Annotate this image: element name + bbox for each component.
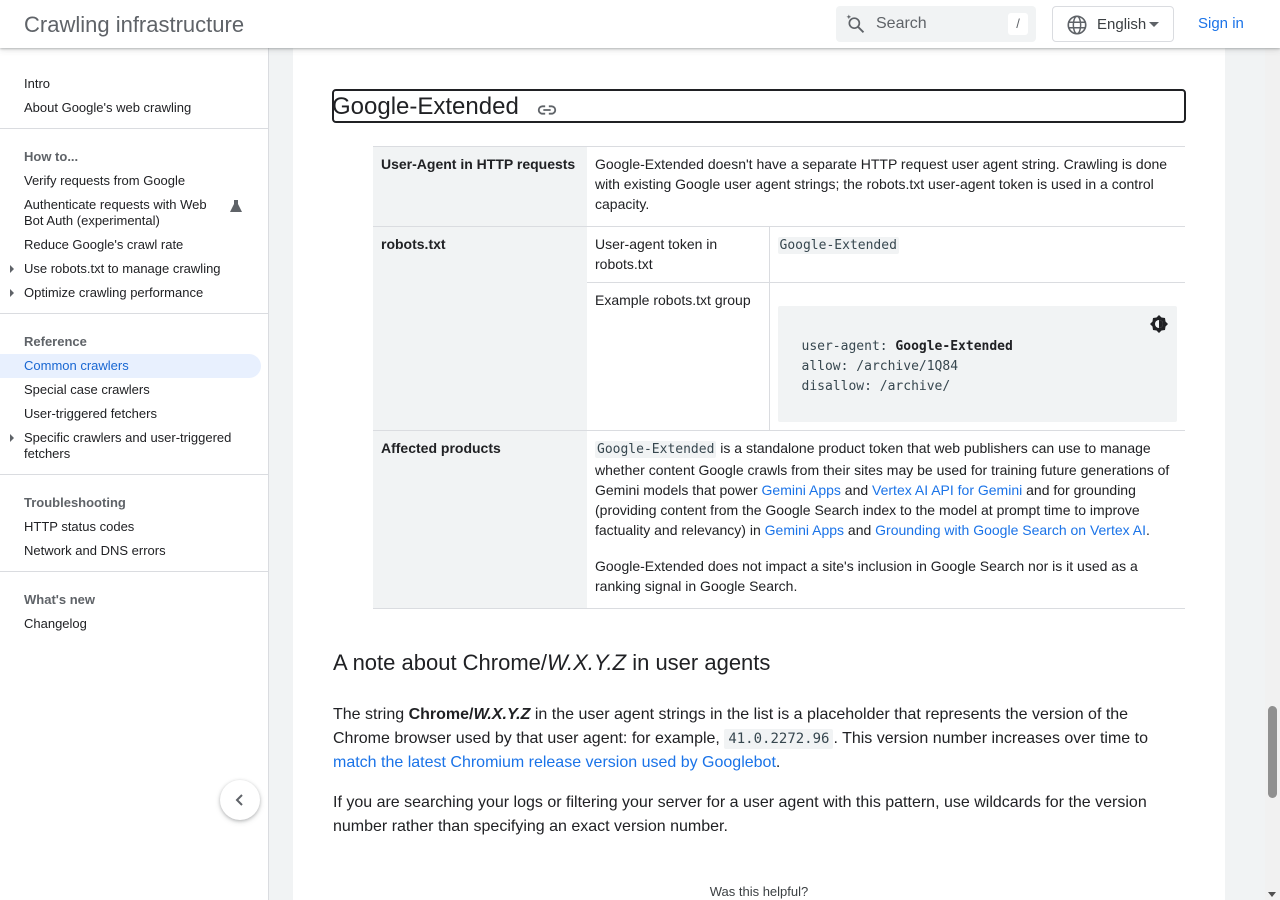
nav-section-whats-new (0, 572, 268, 644)
nav-item-label: Use robots.txt to manage crawling (24, 261, 221, 276)
language-label: English (1097, 16, 1147, 33)
page-scrollbar[interactable] (1265, 48, 1280, 900)
text: and (840, 482, 873, 498)
note-heading (333, 648, 770, 678)
nav-item-web-bot-auth[interactable] (0, 193, 261, 233)
wildcard-paragraph: If you are searching your logs or filtering your server for a user agent with this pattern, use wildcards for the version number rather than specifying an exact version number. (333, 794, 1147, 835)
link-vertex-ai-api[interactable]: Vertex AI API for Gemini (872, 482, 1023, 498)
text: The string (333, 706, 409, 723)
code-line: allow: /archive/1Q84 (801, 359, 959, 374)
affected-paragraph (595, 438, 1177, 540)
nav-item-user-triggered-fetchers[interactable]: User-triggered fetchers (24, 406, 157, 421)
expand-arrow-icon[interactable] (10, 265, 14, 273)
section-heading: Google-Extended (332, 93, 519, 120)
link-gemini-apps[interactable]: Gemini Apps (761, 482, 841, 498)
nav-heading-howto: How to... (24, 149, 79, 164)
link-chromium-release[interactable]: match the latest Chromium release version used by Googlebot (333, 754, 776, 771)
text: . (775, 754, 781, 771)
top-header (0, 0, 1280, 48)
nav-item-robots-txt[interactable] (0, 257, 261, 281)
table-row (373, 147, 1185, 227)
table-row (587, 283, 1185, 431)
left-nav (0, 48, 269, 900)
version-code: 41.0.2272.96 (724, 729, 833, 749)
nav-heading-reference: Reference (24, 334, 87, 349)
language-selector[interactable] (1052, 6, 1174, 42)
table-row (373, 227, 1185, 431)
text: A note about Chrome/ (333, 650, 548, 675)
row-value-user-agent: Google-Extended doesn't have a separate HTTP request user agent string. Crawling is done with existing Google user agent strings; the robots.txt user-agent token is used in a control capacity. (587, 147, 1185, 227)
affected-paragraph-2: Google-Extended does not impact a site's inclusion in Google Search nor is it used as a ranking signal in Google Search. (595, 558, 1138, 594)
search-spark-icon (846, 14, 866, 34)
nav-item-changelog[interactable]: Changelog (24, 616, 87, 631)
nav-item-optimize-crawling[interactable] (0, 281, 261, 305)
text: . (1146, 522, 1150, 538)
robots-nested-table (587, 227, 1185, 430)
text: and for grounding (providing content from the Google Search index to the model at prompt time to improve factuality and relevancy) in (595, 482, 1140, 538)
text: W.X.Y.Z (473, 706, 531, 723)
nav-section-troubleshooting (0, 475, 268, 572)
nav-section-howto (0, 129, 268, 314)
nav-heading-whats-new: What's new (24, 592, 95, 607)
code-line (802, 337, 1013, 357)
link-gemini-apps-2[interactable]: Gemini Apps (764, 522, 845, 538)
expand-arrow-icon[interactable] (10, 289, 14, 297)
row-value-affected (587, 431, 1185, 609)
text: . This version number increases over time to (833, 730, 1148, 747)
nav-item-reduce-crawl-rate[interactable]: Reduce Google's crawl rate (24, 237, 184, 252)
nav-item-intro[interactable]: Intro (24, 76, 51, 91)
affected-token: Google-Extended (597, 442, 715, 457)
search-shortcut-key: / (1008, 13, 1028, 35)
nav-item-label: Optimize crawling performance (24, 285, 204, 300)
text: W.X.Y.Z (547, 650, 627, 675)
code-line: disallow: /archive/ (801, 379, 951, 394)
scrollbar-thumb[interactable] (1268, 706, 1277, 798)
text: is a standalone product token that web publishers can use to manage whether content Google crawls from their sites may be used for training future generations of Gemini models that power (595, 440, 1170, 498)
example-cell (769, 283, 1185, 431)
globe-icon (1066, 14, 1088, 36)
nav-item-label: Authenticate requests with Web Bot Auth (experimental) (24, 197, 207, 228)
code-key: user-agent: (801, 339, 896, 354)
site-title[interactable]: Crawling infrastructure (24, 12, 245, 37)
code-block (778, 306, 1178, 422)
chrome-version-paragraph (333, 703, 1187, 775)
dark-theme-toggle-icon[interactable] (1149, 314, 1169, 334)
robots-nested-cell (587, 227, 1185, 431)
search-box[interactable] (836, 6, 1036, 42)
table-row (587, 227, 1185, 283)
expand-arrow-icon[interactable] (10, 434, 14, 442)
token-value: Google-Extended (779, 238, 897, 253)
row-header-robots: robots.txt (373, 227, 587, 431)
nav-item-special-case-crawlers[interactable]: Special case crawlers (24, 382, 150, 397)
code-value: Google-Extended (895, 339, 1013, 354)
collapse-sidebar-button[interactable] (220, 780, 260, 820)
scroll-down-arrow-icon[interactable] (1268, 892, 1276, 897)
text: Chrome/ (408, 706, 474, 723)
token-label: User-agent token in robots.txt (587, 227, 769, 283)
flask-icon (229, 199, 243, 213)
chevron-left-icon (232, 792, 248, 808)
example-label: Example robots.txt group (587, 283, 769, 431)
nav-section-reference (0, 314, 268, 475)
link-grounding-vertex[interactable]: Grounding with Google Search on Vertex AI (875, 522, 1146, 538)
nav-item-network-dns-errors[interactable]: Network and DNS errors (24, 543, 166, 558)
nav-item-label: Specific crawlers and user-triggered fetchers (24, 430, 232, 461)
code-lines (802, 337, 1013, 397)
nav-item-specific-crawlers[interactable] (0, 426, 261, 466)
nav-item-about-crawling[interactable]: About Google's web crawling (24, 100, 192, 115)
text: and (844, 522, 876, 538)
token-value-cell (769, 227, 1185, 283)
text: in the user agent strings in the list is a placeholder that represents the version of the Chrome browser used by that user agent: for example, (333, 706, 1129, 747)
link-icon[interactable] (536, 99, 558, 121)
main-content (293, 48, 1225, 900)
sign-in-link[interactable]: Sign in (1198, 15, 1244, 32)
feedback-prompt: Was this helpful? (709, 884, 809, 899)
row-header-user-agent: User-Agent in HTTP requests (373, 147, 587, 227)
nav-item-common-crawlers[interactable]: Common crawlers (0, 354, 261, 378)
table-row (373, 431, 1185, 609)
section-heading-box (332, 89, 1186, 123)
crawler-details-table (373, 146, 1185, 609)
nav-section-intro (0, 48, 268, 129)
chevron-down-icon (1149, 22, 1159, 27)
text: in user agents (626, 650, 771, 675)
nav-item-verify-requests[interactable]: Verify requests from Google (24, 173, 186, 188)
search-placeholder: Search (876, 15, 927, 32)
row-header-affected: Affected products (373, 431, 587, 609)
nav-item-http-status-codes[interactable]: HTTP status codes (24, 519, 135, 534)
nav-heading-troubleshooting: Troubleshooting (24, 495, 126, 510)
